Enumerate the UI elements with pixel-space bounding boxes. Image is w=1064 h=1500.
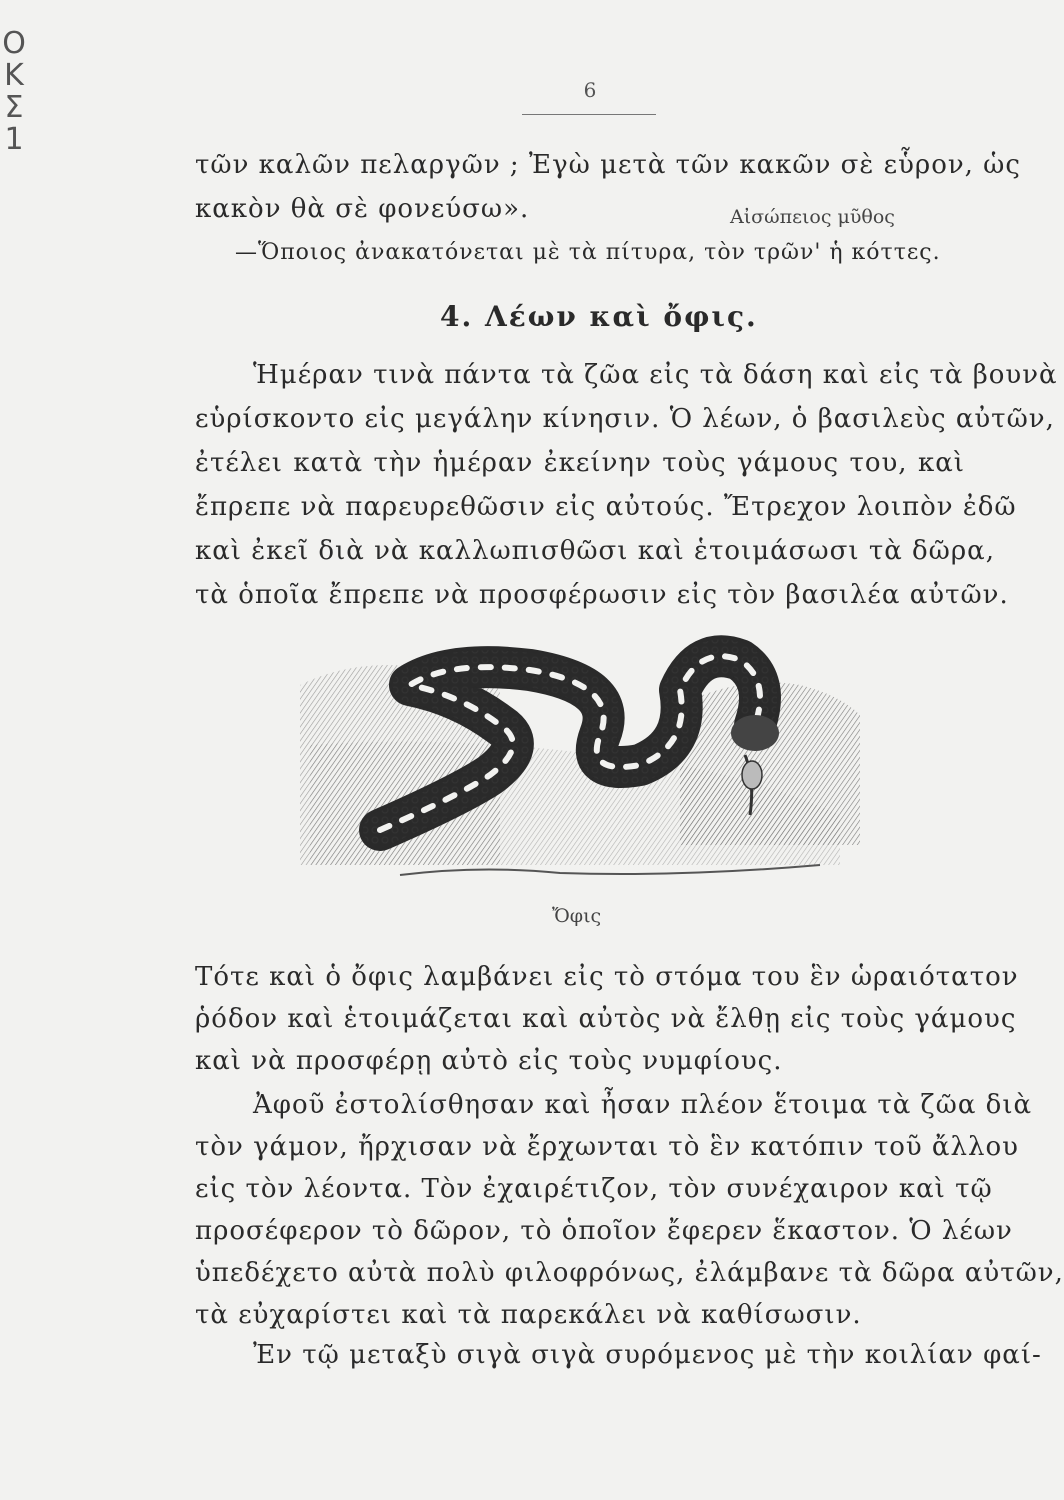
text-line: Ἀφοῦ ἐστολίσθησαν καὶ ἦσαν πλέον ἕτοιμα τὰ ζῶα διὰ [253,1090,1033,1120]
text-line: ἔπρεπε νὰ παρευρεθῶσιν εἰς αὐτούς. Ἔτρεχον λοιπὸν ἐδῶ [195,492,1017,522]
text-line: ὑπεδέχετο αὐτὰ πολὺ φιλοφρόνως, ἐλάμβανε τὰ δῶρα αὐτῶν, [195,1258,1064,1288]
snake-illustration [300,615,860,895]
page-number: 6 [583,78,597,102]
text-line: ῥόδον καὶ ἑτοιμάζεται καὶ αὐτὸς νὰ ἔλθῃ εἰς τοὺς γάμους [195,1004,1017,1034]
section-title: 4. Λέων καὶ ὄφις. [440,300,758,333]
text-line: προσέφερον τὸ δῶρον, τὸ ὁποῖον ἔφερεν ἕκαστον. Ὁ λέων [195,1216,1013,1246]
text-line: καὶ ἐκεῖ διὰ νὰ καλλωπισθῶσι καὶ ἑτοιμάσωσι τὰ δῶρα, [195,536,995,566]
page-number-rule [522,114,656,115]
text-line: Τότε καὶ ὁ ὄφις λαμβάνει εἰς τὸ στόμα του ἓν ὡραιότατον [195,962,1019,992]
margin-note-char: Κ [4,58,24,93]
text-line: τῶν καλῶν πελαργῶν ; Ἐγὼ μετὰ τῶν κακῶν σὲ εὗρον, ὡς [195,150,1021,180]
text-line: τὰ ὁποῖα ἔπρεπε νὰ προσφέρωσιν εἰς τὸν βασιλέα αὐτῶν. [195,580,1009,610]
attribution: Αἰσώπειος μῦθος [730,206,895,228]
margin-note-char: 1 [4,122,24,157]
text-line: κακὸν θὰ σὲ φονεύσω». [195,194,530,224]
margin-note-char: Ο [2,26,26,61]
text-line: τὸν γάμον, ἤρχισαν νὰ ἔρχωνται τὸ ἓν κατόπιν τοῦ ἄλλου [195,1132,1019,1162]
text-line: Ἐν τῷ μεταξὺ σιγὰ σιγὰ συρόμενος μὲ τὴν κοιλίαν φαί- [253,1340,1042,1370]
text-line: καὶ νὰ προσφέρῃ αὐτὸ εἰς τοὺς νυμφίους. [195,1046,783,1076]
proverb-line: —Ὅποιος ἀνακατόνεται μὲ τὰ πίτυρα, τὸν τρῶν' ἡ κόττες. [235,240,941,265]
text-line: τὰ εὐχαρίστει καὶ τὰ παρεκάλει νὰ καθίσωσιν. [195,1300,862,1330]
text-line: ἐτέλει κατὰ τὴν ἡμέραν ἐκείνην τοὺς γάμους του, καὶ [195,448,965,478]
text-line: Ἡμέραν τινὰ πάντα τὰ ζῶα εἰς τὰ δάση καὶ εἰς τὰ βουνὰ [253,360,1058,390]
text-line: εἰς τὸν λέοντα. Τὸν ἐχαιρέτιζον, τὸν συνέχαιρον καὶ τῷ [195,1174,993,1204]
illustration-caption: Ὄφις [552,905,602,927]
margin-note-char: Σ [4,90,24,125]
margin-handwritten-note [2,28,26,156]
text-line: εὑρίσκοντο εἰς μεγάλην κίνησιν. Ὁ λέων, ὁ βασιλεὺς αὐτῶν, [195,404,1055,434]
